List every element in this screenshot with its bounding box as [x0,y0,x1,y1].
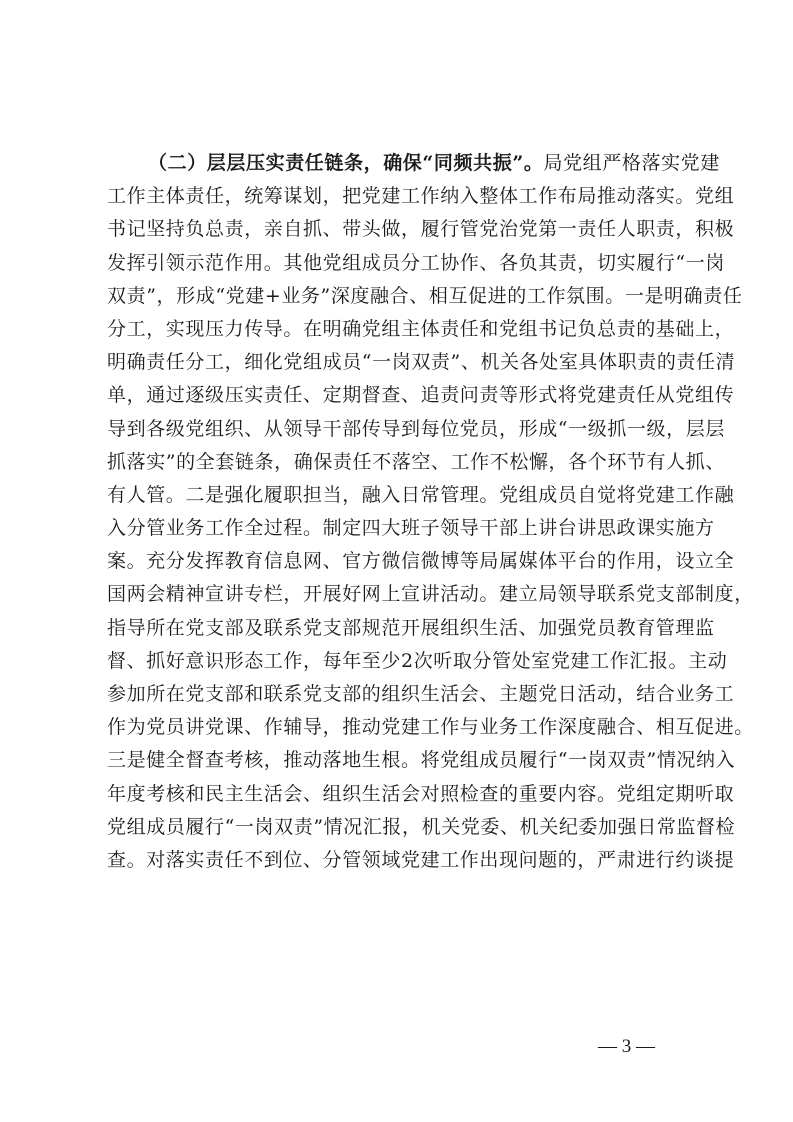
paragraph-line: 工作主体责任，统筹谋划，把党建工作纳入整体工作布局推动落实。党组 [107,185,735,208]
paragraph-line: 查。对落实责任不到位、分管领域党建工作出现问题的，严肃进行约谈提 [107,848,735,871]
section-heading: （二）层层压实责任链条，确保“同频共振”。 [148,152,544,174]
paragraph-line: 发挥引领示范作用。其他党组成员分工协作、各负其责，切实履行“一岗 [107,251,725,274]
paragraph-line: 明确责任分工，细化党组成员“一岗双责”、机关各处室具体职责的责任清 [107,351,736,374]
paragraph-line: 导到各级党组织、从领导干部传导到每位党员，形成“一级抓一级，层层 [107,417,725,440]
paragraph-line: 作为党员讲党课、作辅导，推动党建工作与业务工作深度融合、相互促进。 [107,716,754,739]
paragraph-line: 入分管业务工作全过程。制定四大班子领导干部上讲台讲思政课实施方 [107,517,715,540]
body-text [107,147,754,877]
paragraph-line: 三是健全督查考核，推动落地生根。将党组成员履行“一岗双责”情况纳入 [107,749,736,772]
paragraph-line [107,147,720,180]
paragraph-line: 督、抓好意识形态工作，每年至少2次听取分管处室党建工作汇报。主动 [107,649,728,672]
paragraph-line: 党组成员履行“一岗双责”情况汇报，机关党委、机关纪委加强日常监督检 [107,815,736,838]
paragraph-line: 书记坚持负总责，亲自抓、带头做，履行管党治党第一责任人职责，积极 [107,218,735,241]
page-number: — 3 — [598,1036,655,1057]
paragraph-line: 抓落实”的全套链条，确保责任不落空、工作不松懈，各个环节有人抓、 [107,450,725,473]
paragraph-line: 年度考核和民主生活会、组织生活会对照检查的重要内容。党组定期听取 [107,782,735,805]
paragraph-line: 指导所在党支部及联系党支部规范开展组织生活、加强党员教育管理监 [107,616,715,639]
paragraph-line: 双责”，形成“党建+业务”深度融合、相互促进的工作氛围。一是明确责任 [107,284,743,307]
paragraph-line: 分工，实现压力传导。在明确党组主体责任和党组书记负总责的基础上， [107,317,735,340]
paragraph-line: 国两会精神宣讲专栏，开展好网上宣讲活动。建立局领导联系党支部制度， [107,583,754,606]
paragraph-line: 参加所在党支部和联系党支部的组织生活会、主题党日活动，结合业务工 [107,683,735,705]
paragraph-line: 有人管。二是强化履职担当，融入日常管理。党组成员自觉将党建工作融 [107,483,735,506]
paragraph-line-text: 局党组严格落实党建 [543,152,720,174]
paragraph-line: 单，通过逐级压实责任、定期督查、追责问责等形式将党建责任从党组传 [107,384,735,407]
paragraph-line: 案。充分发挥教育信息网、官方微信微博等局属媒体平台的作用，设立全 [107,550,735,573]
